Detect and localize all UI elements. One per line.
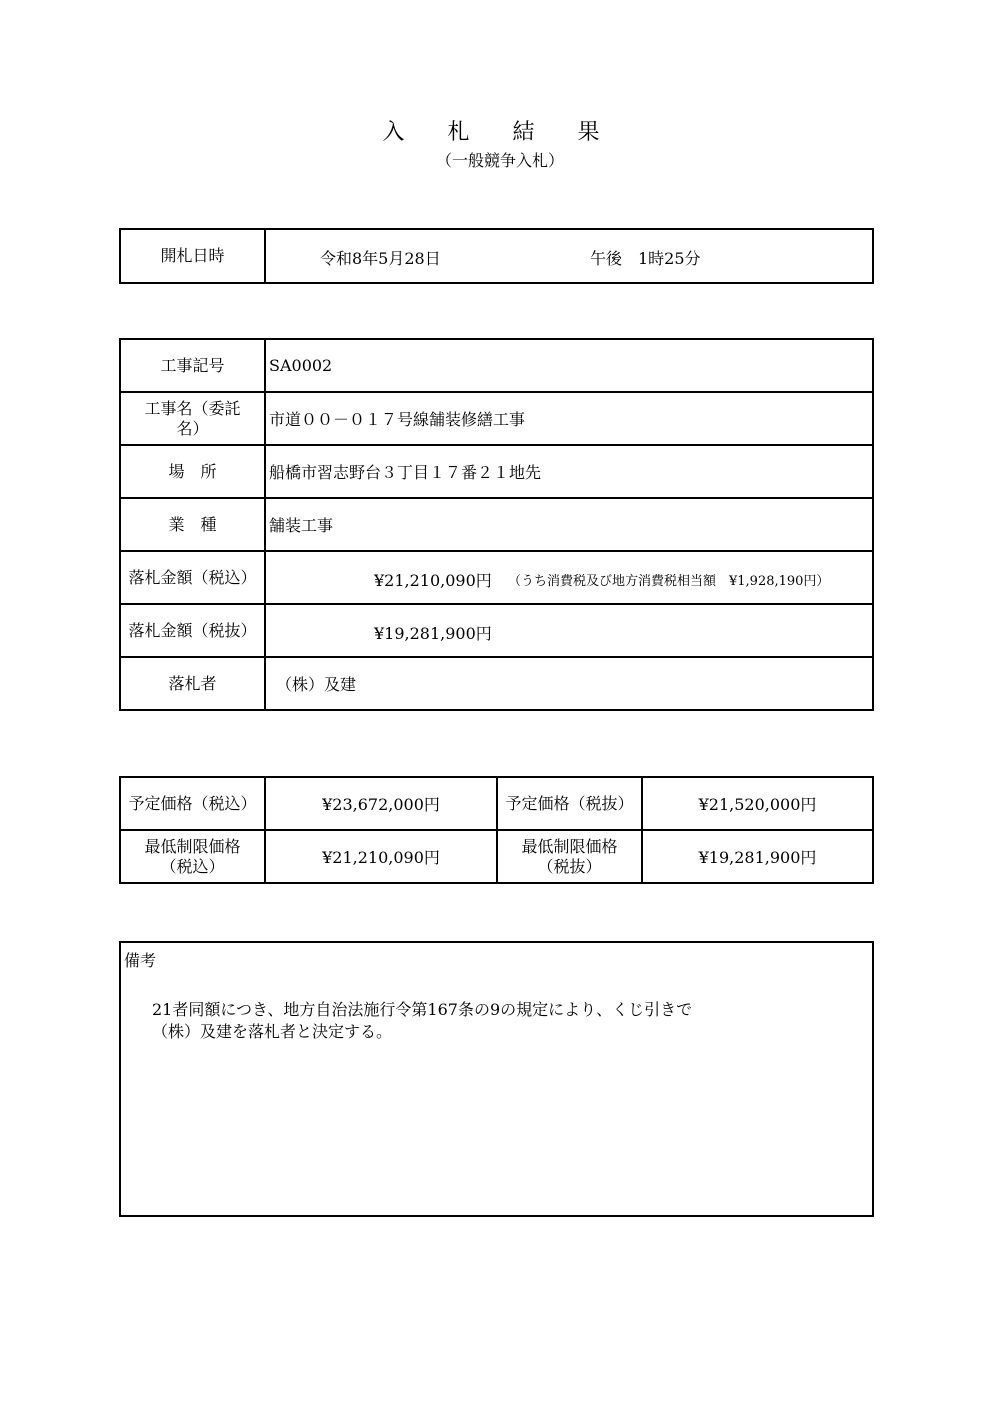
construction-code-value: SA0002	[265, 339, 873, 392]
remarks-title: 備考	[124, 951, 157, 970]
opening-date: 令和8年5月28日	[320, 249, 441, 268]
page-subtitle: （一般競争入札）	[435, 151, 564, 170]
location-value: 船橋市習志野台３丁目１７番２１地先	[265, 445, 873, 498]
table-row	[120, 498, 873, 551]
construction-info-table	[119, 338, 874, 711]
planned-price-excl-label: 予定価格（税抜）	[497, 777, 642, 830]
min-price-excl-label: 最低制限価格（税抜）	[497, 830, 642, 883]
location-label: 場 所	[120, 445, 265, 498]
planned-price-incl-value: ¥23,672,000円	[265, 777, 497, 830]
construction-name-value: 市道００－０１７号線舗装修繕工事	[265, 392, 873, 445]
tax-note: （うち消費税及び地方消費税相当額 ¥1,928,190円）	[508, 574, 830, 589]
remarks-line: 21者同額につき、地方自治法施行令第167条の9の規定により、くじ引きで	[152, 1000, 693, 1019]
winning-amount-excl-cell	[265, 604, 873, 657]
price-table	[119, 776, 874, 884]
min-price-incl-label: 最低制限価格（税込）	[120, 830, 265, 883]
winner-value: （株）及建	[265, 657, 873, 710]
opening-value-cell	[265, 229, 873, 283]
winning-amount-excl-value: ¥19,281,900円	[374, 624, 492, 643]
opening-datetime-table	[119, 228, 874, 284]
table-row	[120, 657, 873, 710]
planned-price-excl-value: ¥21,520,000円	[642, 777, 873, 830]
page-title: 入 札 結 果	[382, 120, 618, 145]
winning-amount-excl-label: 落札金額（税抜）	[120, 604, 265, 657]
winner-label: 落札者	[120, 657, 265, 710]
opening-label: 開札日時	[120, 229, 265, 283]
construction-name-label: 工事名（委託名）	[120, 392, 265, 445]
min-price-excl-value: ¥19,281,900円	[642, 830, 873, 883]
table-row	[120, 604, 873, 657]
winning-amount-incl-cell	[265, 551, 873, 604]
construction-code-label: 工事記号	[120, 339, 265, 392]
remarks-box	[119, 941, 874, 1217]
opening-time: 午後 1時25分	[590, 249, 701, 268]
table-row	[120, 339, 873, 392]
table-row	[120, 445, 873, 498]
remarks-body	[152, 999, 692, 1043]
table-row	[120, 551, 873, 604]
table-row	[120, 777, 873, 830]
remarks-line: （株）及建を落札者と決定する。	[152, 1022, 393, 1041]
industry-label: 業 種	[120, 498, 265, 551]
winning-amount-incl-value: ¥21,210,090円	[374, 571, 492, 590]
min-price-incl-value: ¥21,210,090円	[265, 830, 497, 883]
table-row	[120, 392, 873, 445]
industry-value: 舗装工事	[265, 498, 873, 551]
planned-price-incl-label: 予定価格（税込）	[120, 777, 265, 830]
table-row	[120, 830, 873, 883]
winning-amount-incl-label: 落札金額（税込）	[120, 551, 265, 604]
